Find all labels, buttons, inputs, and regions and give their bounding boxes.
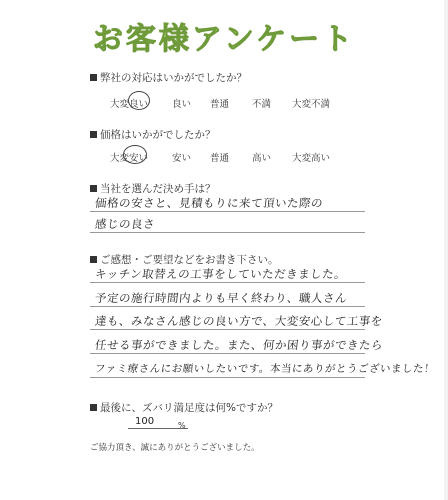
question-reason bbox=[90, 181, 216, 196]
question-price bbox=[90, 127, 216, 142]
bullet-square-icon bbox=[90, 185, 97, 192]
question-satisfaction bbox=[90, 400, 278, 415]
page-title: お客様アンケート bbox=[92, 22, 356, 57]
page-edge bbox=[444, 0, 448, 500]
answer-rule bbox=[90, 377, 365, 378]
answer-rule bbox=[90, 329, 365, 330]
bullet-square-icon bbox=[90, 256, 97, 263]
question-comments-label: ご感想・ご要望などをお書き下さい。 bbox=[100, 254, 279, 266]
service-option-very-good[interactable]: 大変良い bbox=[110, 99, 149, 110]
question-price-label: 価格はいかがでしたか？ bbox=[100, 129, 216, 141]
selected-circle-icon bbox=[123, 145, 147, 164]
comment-line-5: ファミ療さんにお願いしたいです。本当にありがとうございました！ bbox=[94, 363, 436, 375]
service-option-normal[interactable]: 普通 bbox=[210, 99, 230, 110]
answer-rule bbox=[90, 282, 365, 283]
comment-line-4: 任せる事ができました。また、何か困り事ができたら bbox=[94, 338, 384, 352]
price-option-normal[interactable]: 普通 bbox=[210, 153, 230, 164]
question-comments bbox=[90, 252, 279, 267]
footer-thanks: ご協力頂き、誠にありがとうございました。 bbox=[90, 443, 260, 453]
bullet-square-icon bbox=[90, 131, 97, 138]
answer-rule bbox=[90, 306, 365, 307]
price-option-very-cheap[interactable]: 大変安い bbox=[110, 153, 149, 164]
bullet-square-icon bbox=[90, 404, 97, 411]
price-option-cheap[interactable]: 安い bbox=[172, 153, 192, 164]
service-option-bad[interactable]: 不満 bbox=[252, 99, 272, 110]
price-option-very-expensive[interactable]: 大変高い bbox=[292, 153, 331, 164]
comment-line-2: 予定の施行時間内よりも早く終わり、職人さん bbox=[94, 291, 348, 305]
satisfaction-value: 100 bbox=[135, 416, 155, 427]
reason-answer-line-2: 感じの良さ bbox=[94, 217, 156, 231]
reason-answer-line-1: 価格の安さと、見積もりに来て頂いた際の bbox=[94, 196, 324, 210]
satisfaction-unit: % bbox=[178, 421, 186, 430]
comment-line-3: 達も、みなさん感じの良い方で、大変安心して工事を bbox=[94, 314, 384, 328]
question-satisfaction-label: 最後に、ズバリ満足度は何%ですか？ bbox=[100, 402, 278, 414]
service-option-very-bad[interactable]: 大変不満 bbox=[292, 99, 331, 110]
question-service bbox=[90, 70, 247, 85]
question-reason-label: 当社を選んだ決め手は？ bbox=[100, 183, 216, 195]
answer-rule bbox=[90, 232, 365, 233]
service-option-good[interactable]: 良い bbox=[172, 99, 192, 110]
satisfaction-rule bbox=[128, 428, 188, 429]
selected-circle-icon bbox=[128, 91, 150, 110]
answer-rule bbox=[90, 211, 365, 212]
price-option-expensive[interactable]: 高い bbox=[252, 153, 272, 164]
comment-line-1: キッチン取替えの工事をしていただきました。 bbox=[94, 267, 347, 281]
bullet-square-icon bbox=[90, 74, 97, 81]
answer-rule bbox=[90, 353, 365, 354]
question-service-label: 弊社の対応はいかがでしたか？ bbox=[100, 72, 247, 84]
